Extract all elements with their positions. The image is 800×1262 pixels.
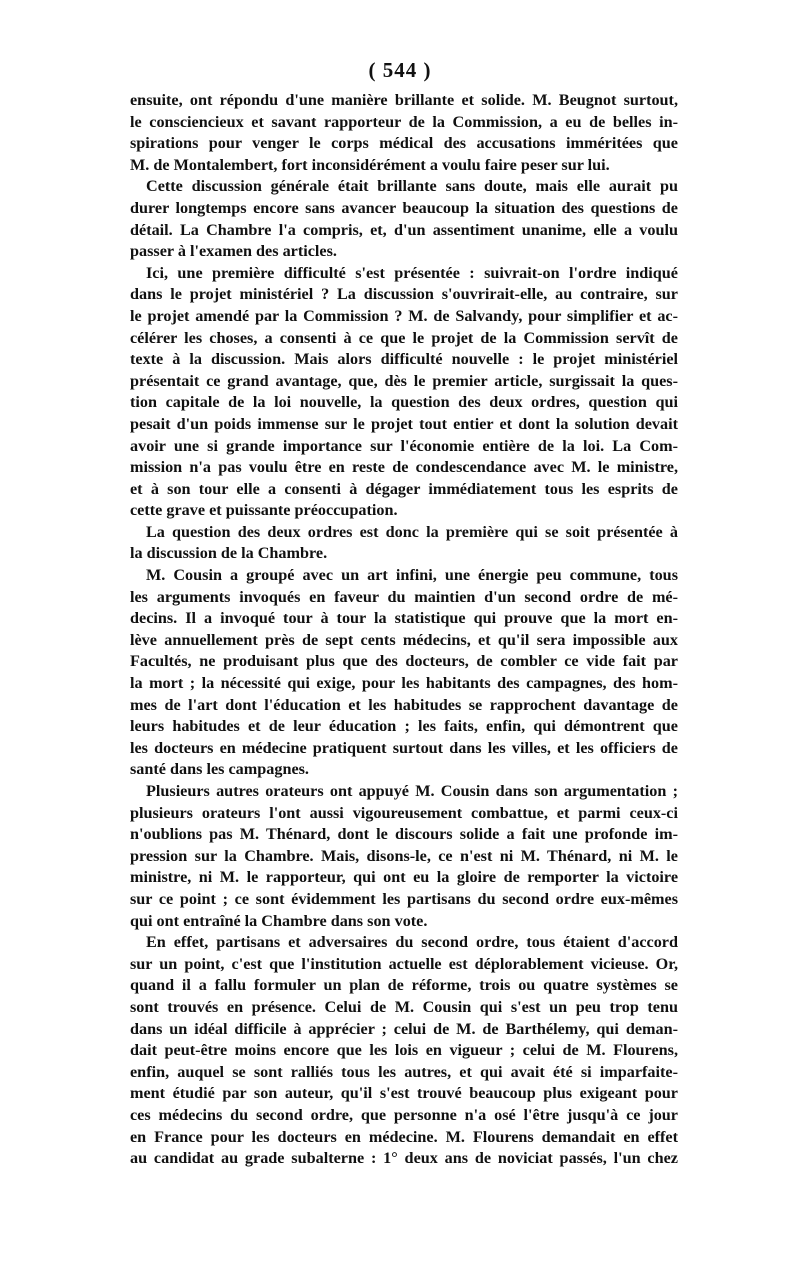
text-line: sur ce point ; ce sont évidemment les partisans du second ordre eux-mêmes xyxy=(130,889,678,908)
text-line: Ici, une première difficulté s'est présentée : suivrait-on l'ordre indiqué xyxy=(146,263,678,282)
text-line: dait peut-être moins encore que les lois en vigueur ; celui de M. Flourens, xyxy=(130,1041,678,1060)
text-line: mes de l'art dont l'éducation et les habitudes se rapprochent davantage de xyxy=(130,695,678,714)
text-line: ces médecins du second ordre, que personne n'a osé l'être jusqu'à ce jour xyxy=(130,1105,678,1124)
text-line: texte à la discussion. Mais alors difficulté nouvelle : le projet ministériel xyxy=(130,350,678,369)
text-line: santé dans les campagnes. xyxy=(130,760,309,779)
text-line: La question des deux ordres est donc la première qui se soit présentée à xyxy=(146,522,678,541)
text-line: quand il a fallu formuler un plan de réforme, trois ou quatre systèmes se xyxy=(130,976,678,995)
text-line: la discussion de la Chambre. xyxy=(130,544,328,563)
text-line: Plusieurs autres orateurs ont appuyé M. Cousin dans son argumentation ; xyxy=(146,782,678,800)
text-line: célérer les choses, a consenti à ce que le projet de la Commission servît de xyxy=(130,328,678,347)
text-line: et à son tour elle a consenti à dégager immédiatement tous les esprits de xyxy=(130,479,678,498)
text-line: cette grave et puissante préoccupation. xyxy=(130,501,398,520)
text-line: la mort ; la nécessité qui exige, pour les habitants des campagnes, des hom- xyxy=(130,674,678,693)
text-line: pesait d'un poids immense sur le projet tout entier et dont la solution devait xyxy=(130,414,678,433)
text-line: sont trouvés en présence. Celui de M. Cousin qui s'est un peu trop tenu xyxy=(130,997,678,1016)
paragraph xyxy=(130,263,678,522)
text-line: tion capitale de la loi nouvelle, la question des deux ordres, question qui xyxy=(130,393,678,412)
text-line: détail. La Chambre l'a compris, et, d'un assentiment unanime, elle a voulu xyxy=(130,220,678,239)
text-line: sur un point, c'est que l'institution actuelle est déplorablement vicieuse. Or, xyxy=(130,954,678,973)
text-line: durer longtemps encore sans avancer beaucoup la situation des questions de xyxy=(130,198,678,217)
text-line: decins. Il a invoqué tour à tour la statistique qui prouve que la mort en- xyxy=(130,609,678,628)
paragraph xyxy=(130,522,678,565)
text-line: présentait ce grand avantage, que, dès le premier article, surgissait la ques- xyxy=(130,371,678,390)
paragraph xyxy=(130,565,678,781)
text-line: Facultés, ne produisant plus que des docteurs, de combler ce vide fait par xyxy=(130,652,678,671)
text-line: enfin, auquel se sont ralliés tous les autres, et qui avait été si imparfaite- xyxy=(130,1062,678,1081)
text-line: M. Cousin a groupé avec un art infini, une énergie peu commune, tous xyxy=(146,566,678,585)
text-line: passer à l'examen des articles. xyxy=(130,242,337,261)
text-line: le consciencieux et savant rapporteur de la Commission, a eu de belles in- xyxy=(130,112,678,131)
paragraph xyxy=(130,90,678,176)
text-line: pression sur la Chambre. Mais, disons-le, ce n'est ni M. Thénard, ni M. le xyxy=(130,846,678,865)
text-line: Cette discussion générale était brillante sans doute, mais elle aurait pu xyxy=(146,177,678,196)
text-line: les docteurs en médecine pratiquent surtout dans les villes, et les officiers de xyxy=(130,738,678,757)
text-line: les arguments invoqués en faveur du maintien d'un second ordre de mé- xyxy=(130,587,678,606)
text-line: qui ont entraîné la Chambre dans son vote. xyxy=(130,911,428,930)
text-line: dans un idéal difficile à apprécier ; celui de M. de Barthélemy, qui deman- xyxy=(130,1019,678,1038)
text-line: avoir une si grande importance sur l'économie entière de la loi. La Com- xyxy=(130,436,678,455)
text-line: le projet amendé par la Commission ? M. de Salvandy, pour simplifier et ac- xyxy=(130,306,678,325)
text-line: lève annuellement près de sept cents médecins, et qu'il sera impossible aux xyxy=(130,630,678,649)
text-line: plusieurs orateurs l'ont aussi vigoureusement combattue, et parmi ceux-ci xyxy=(130,803,678,822)
text-line: En effet, partisans et adversaires du second ordre, tous étaient d'accord xyxy=(146,933,678,952)
body-text xyxy=(130,90,678,1170)
text-line: en France pour les docteurs en médecine. M. Flourens demandait en effet xyxy=(130,1127,678,1146)
text-line: ment étudié par son auteur, qu'il s'est trouvé beaucoup plus exigeant pour xyxy=(130,1084,678,1103)
text-line: ministre, ni M. le rapporteur, qui ont eu la gloire de remporter la victoire xyxy=(130,868,678,887)
text-line: spirations pour venger le corps médical des accusations imméritées que xyxy=(130,134,678,153)
text-line: ensuite, ont répondu d'une manière brillante et solide. M. Beugnot surtout, xyxy=(130,91,678,109)
text-line: leurs habitudes et de leur éducation ; les faits, enfin, qui démontrent que xyxy=(130,717,678,736)
text-line: au candidat au grade subalterne : 1° deux ans de noviciat passés, l'un chez xyxy=(130,1149,678,1168)
text-line: dans le projet ministériel ? La discussion s'ouvrirait-elle, au contraire, sur xyxy=(130,285,678,304)
paragraph xyxy=(130,781,678,932)
text-line: n'oublions pas M. Thénard, dont le discours solide a fait une profonde im- xyxy=(130,825,678,844)
paragraph xyxy=(130,176,678,262)
text-line: M. de Montalembert, fort inconsidérément a voulu faire peser sur lui. xyxy=(130,155,610,174)
page-number: ( 544 ) xyxy=(368,58,432,82)
text-line: mission n'a pas voulu être en reste de condescendance avec M. le ministre, xyxy=(130,458,678,477)
paragraph xyxy=(130,932,678,1170)
